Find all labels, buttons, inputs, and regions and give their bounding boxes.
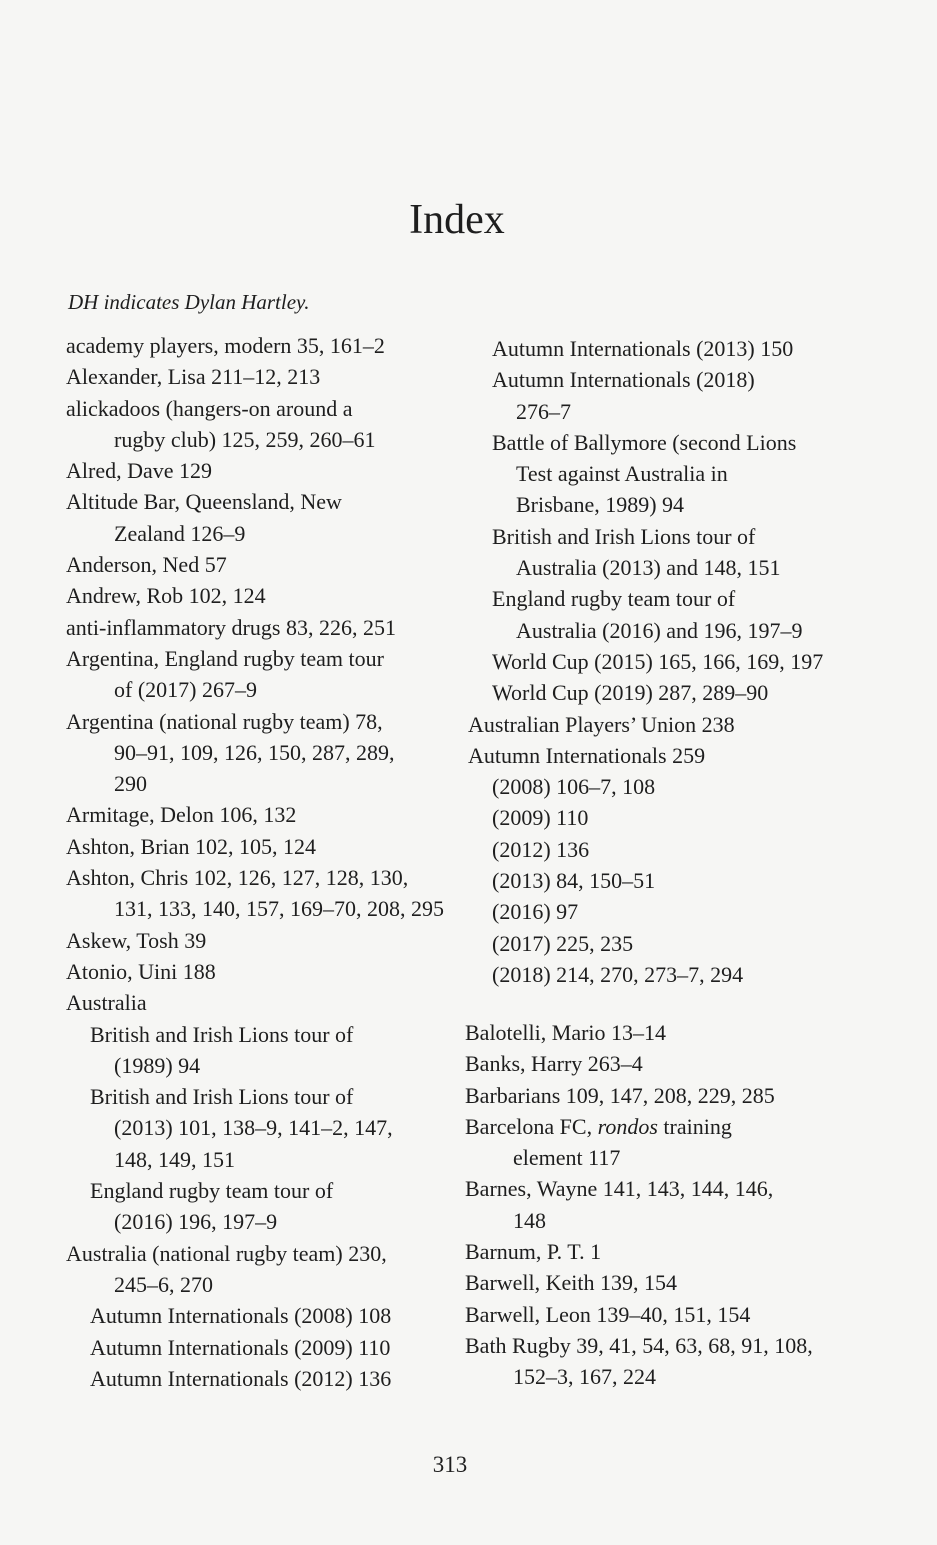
- index-text: British and Irish Lions tour of: [492, 523, 756, 549]
- index-column-left: [66, 330, 444, 1394]
- index-entry: [66, 612, 444, 643]
- index-text: British and Irish Lions tour of: [90, 1021, 354, 1047]
- index-entry: [465, 1236, 813, 1267]
- index-subentry: [468, 333, 823, 364]
- page-number: 313: [432, 1452, 468, 1477]
- index-subentry: [468, 677, 823, 708]
- index-subentry: [468, 771, 823, 802]
- index-subentry: [66, 1175, 444, 1206]
- index-text: anti-inflammatory drugs 83, 226, 251: [66, 614, 396, 640]
- index-text: Argentina, England rugby team tour: [66, 645, 384, 671]
- index-entry: [465, 1017, 813, 1048]
- index-subentry: [468, 583, 823, 614]
- index-text: Altitude Bar, Queensland, New: [66, 489, 342, 515]
- index-entry: [66, 643, 444, 674]
- index-entry: [468, 709, 823, 740]
- index-text: Ashton, Chris 102, 126, 127, 128, 130,: [66, 865, 409, 891]
- index-text: 148, 149, 151: [114, 1146, 235, 1172]
- index-text: (2016) 196, 197–9: [114, 1209, 278, 1235]
- index-subentry: [468, 959, 823, 990]
- index-text: 245–6, 270: [114, 1271, 213, 1297]
- index-entry-continuation: [465, 1142, 813, 1173]
- index-entry: [66, 486, 444, 517]
- index-entry: [465, 1299, 813, 1330]
- index-text: Australia: [66, 990, 147, 1016]
- index-text: 131, 133, 140, 157, 169–70, 208, 295: [114, 896, 444, 922]
- index-column-right-bottom: [465, 1017, 813, 1393]
- index-text: 148: [513, 1207, 546, 1233]
- index-text: of (2017) 267–9: [114, 677, 257, 703]
- index-text: (2018) 214, 270, 273–7, 294: [492, 961, 744, 987]
- index-text: World Cup (2019) 287, 289–90: [492, 680, 769, 706]
- index-entry-continuation: [66, 424, 444, 455]
- index-column-right-top: [468, 333, 823, 990]
- index-text: British and Irish Lions tour of: [90, 1084, 354, 1110]
- index-subentry: [66, 1332, 444, 1363]
- index-text: Andrew, Rob 102, 124: [66, 583, 266, 609]
- index-entry: [66, 799, 444, 830]
- index-text: Barwell, Keith 139, 154: [465, 1270, 678, 1296]
- index-note: DH indicates Dylan Hartley.: [68, 290, 310, 314]
- index-text: Autumn Internationals (2013) 150: [492, 336, 794, 361]
- index-subentry: [66, 1081, 444, 1112]
- index-text: academy players, modern 35, 161–2: [66, 333, 385, 358]
- index-entry: [66, 987, 444, 1018]
- index-entry: [66, 831, 444, 862]
- index-entry: [468, 740, 823, 771]
- index-text: Autumn Internationals (2018): [492, 367, 755, 393]
- index-text: Barbarians 109, 147, 208, 229, 285: [465, 1082, 775, 1108]
- index-subentry: [468, 802, 823, 833]
- index-text: Australia (2013) and 148, 151: [516, 555, 781, 581]
- index-entry-continuation: [66, 1144, 444, 1175]
- index-subentry: [468, 364, 823, 395]
- index-text: (1989) 94: [114, 1052, 201, 1078]
- index-text: Barcelona FC,: [465, 1113, 598, 1139]
- index-entry: [66, 361, 444, 392]
- page-title: Index: [409, 197, 505, 243]
- index-text: Armitage, Delon 106, 132: [66, 802, 297, 828]
- index-text: (2017) 225, 235: [492, 930, 634, 956]
- index-entry: [66, 925, 444, 956]
- index-text: 90–91, 109, 126, 150, 287, 289,: [114, 739, 395, 765]
- index-entry: [465, 1330, 813, 1361]
- index-text: Autumn Internationals 259: [468, 742, 706, 768]
- index-text: Barnum, P. T. 1: [465, 1239, 602, 1265]
- index-text: England rugby team tour of: [90, 1178, 334, 1204]
- index-entry-continuation: [66, 1050, 444, 1081]
- index-text: Atonio, Uini 188: [66, 958, 216, 984]
- index-entry-continuation: [66, 1112, 444, 1143]
- index-text: Barwell, Leon 139–40, 151, 154: [465, 1301, 751, 1327]
- index-entry: [66, 580, 444, 611]
- index-text: Askew, Tosh 39: [66, 927, 207, 953]
- index-entry-continuation: [66, 768, 444, 799]
- index-text: Bath Rugby 39, 41, 54, 63, 68, 91, 108,: [465, 1332, 813, 1358]
- index-text: Autumn Internationals (2008) 108: [90, 1303, 392, 1329]
- index-subentry: [468, 427, 823, 458]
- index-entry: [66, 330, 444, 361]
- index-text: Test against Australia in: [516, 461, 728, 487]
- index-entry-continuation: [468, 458, 823, 489]
- index-text: Zealand 126–9: [114, 520, 246, 546]
- index-entry: [66, 862, 444, 893]
- index-subentry: [468, 834, 823, 865]
- index-text: (2013) 101, 138–9, 141–2, 147,: [114, 1115, 393, 1141]
- index-text: Australia (national rugby team) 230,: [66, 1240, 387, 1266]
- index-entry-continuation: [66, 1269, 444, 1300]
- index-text: Banks, Harry 263–4: [465, 1051, 643, 1077]
- index-subentry: [66, 1019, 444, 1050]
- index-text: Argentina (national rugby team) 78,: [66, 708, 383, 734]
- index-entry: [66, 455, 444, 486]
- index-subentry: [66, 1363, 444, 1394]
- index-entry: [465, 1048, 813, 1079]
- index-text: rugby club) 125, 259, 260–61: [114, 426, 376, 452]
- index-entry-continuation: [66, 737, 444, 768]
- index-entry: [66, 393, 444, 424]
- index-text: Brisbane, 1989) 94: [516, 492, 685, 518]
- index-text: Balotelli, Mario 13–14: [465, 1020, 667, 1045]
- index-entry: [465, 1173, 813, 1204]
- index-entry-continuation: [465, 1361, 813, 1392]
- index-text: alickadoos (hangers-on around a: [66, 395, 353, 421]
- index-subentry: [468, 646, 823, 677]
- index-text: (2008) 106–7, 108: [492, 774, 656, 800]
- index-text: England rugby team tour of: [492, 586, 736, 612]
- index-text: rondos: [597, 1113, 658, 1139]
- index-text: 276–7: [516, 398, 571, 424]
- index-text: Ashton, Brian 102, 105, 124: [66, 833, 316, 859]
- index-entry-continuation: [66, 1206, 444, 1237]
- index-subentry: [468, 896, 823, 927]
- index-entry: [66, 1238, 444, 1269]
- index-text: (2012) 136: [492, 836, 590, 862]
- index-entry: [66, 549, 444, 580]
- index-text: Autumn Internationals (2012) 136: [90, 1365, 392, 1391]
- index-text: Australian Players’ Union 238: [468, 711, 735, 737]
- index-subentry: [468, 521, 823, 552]
- index-text: Battle of Ballymore (second Lions: [492, 429, 797, 455]
- index-entry-continuation: [468, 396, 823, 427]
- index-subentry: [66, 1300, 444, 1331]
- index-entry-continuation: [66, 518, 444, 549]
- index-text: element 117: [513, 1145, 621, 1171]
- index-text: Anderson, Ned 57: [66, 552, 227, 578]
- index-text: Alexander, Lisa 211–12, 213: [66, 364, 321, 390]
- index-text: 290: [114, 771, 147, 797]
- index-entry-continuation: [468, 615, 823, 646]
- index-entry: [465, 1080, 813, 1111]
- index-text: (2016) 97: [492, 899, 579, 925]
- index-entry-continuation: [66, 893, 444, 924]
- index-subentry: [468, 865, 823, 896]
- index-text: Barnes, Wayne 141, 143, 144, 146,: [465, 1176, 774, 1202]
- index-entry: [465, 1267, 813, 1298]
- index-text: training: [657, 1113, 732, 1139]
- index-entry-continuation: [468, 489, 823, 520]
- index-text: Autumn Internationals (2009) 110: [90, 1334, 391, 1360]
- index-entry: [66, 706, 444, 737]
- index-subentry: [468, 928, 823, 959]
- index-entry: [465, 1111, 813, 1142]
- index-entry-continuation: [66, 674, 444, 705]
- index-entry: [66, 956, 444, 987]
- index-text: Alred, Dave 129: [66, 458, 213, 484]
- index-text: (2013) 84, 150–51: [492, 868, 656, 894]
- index-entry-continuation: [468, 552, 823, 583]
- index-entry-continuation: [465, 1205, 813, 1236]
- index-text: 152–3, 167, 224: [513, 1364, 656, 1390]
- index-text: World Cup (2015) 165, 166, 169, 197: [492, 648, 824, 674]
- index-text: (2009) 110: [492, 805, 589, 831]
- index-text: Australia (2016) and 196, 197–9: [516, 617, 803, 643]
